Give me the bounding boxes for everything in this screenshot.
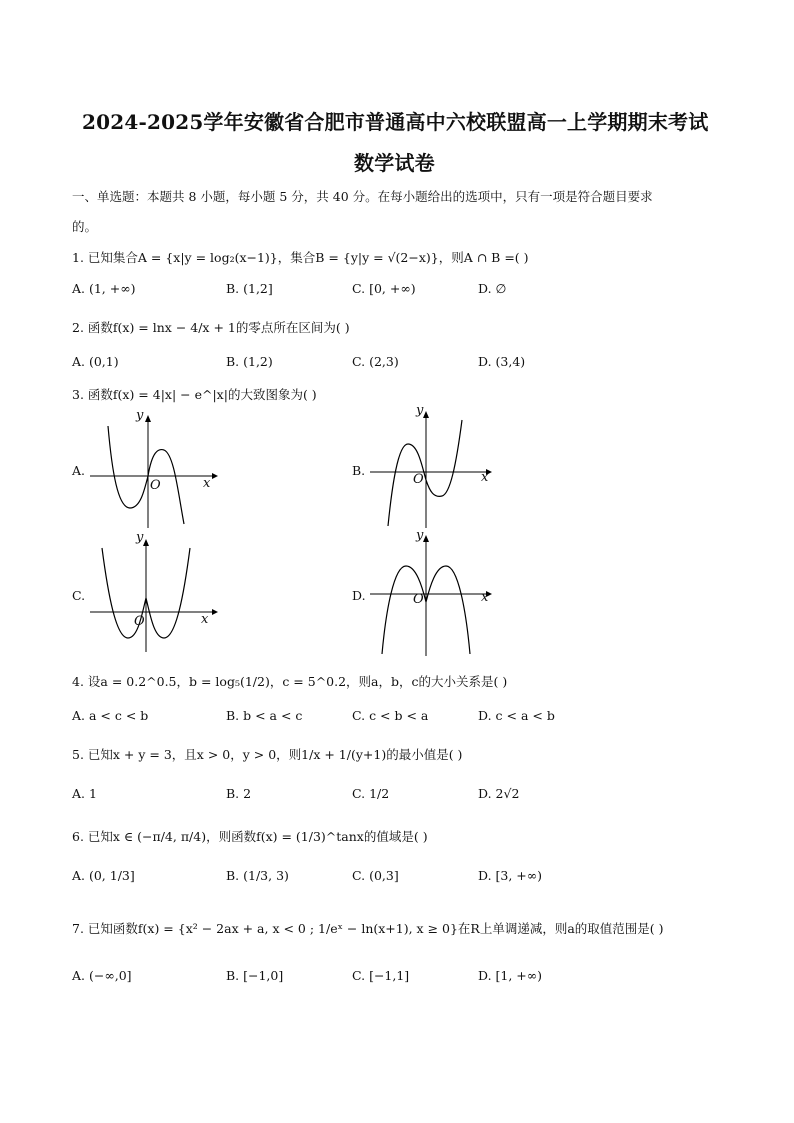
question-5-stem: 5. 已知x + y = 3，且x > 0，y > 0，则1/x + 1/(y+1)的最小值是( )	[72, 747, 463, 762]
q3-graph-a	[88, 412, 218, 534]
page-title: 2024-2025学年安徽省合肥市普通高中六校联盟高一上学期期末考试	[82, 110, 709, 134]
graph-d-x-label: x	[481, 590, 489, 605]
question-6-stem: 6. 已知x ∈ (−π/4, π/4)，则函数f(x) = (1/3)^tanx的值域是( )	[72, 829, 428, 844]
q3-graph-b	[368, 406, 493, 535]
q5-option-d: D. 2√2	[478, 786, 520, 801]
q6-option-c: C. (0,3]	[352, 868, 399, 883]
q4-option-b: B. b < a < c	[226, 708, 303, 723]
q2-option-d: D. (3,4)	[478, 354, 526, 369]
question-3-stem: 3. 函数f(x) = 4|x| − e^|x|的大致图象为( )	[72, 387, 317, 402]
q6-option-a: A. (0, 1/3]	[72, 868, 135, 883]
q7-option-a: A. (−∞,0]	[72, 968, 132, 983]
q1-option-a: A. (1, +∞)	[72, 281, 136, 296]
q5-option-b: B. 2	[226, 786, 252, 801]
graph-b-origin: O	[413, 472, 424, 487]
question-7-stem: 7. 已知函数f(x) = {x² − 2ax + a, x < 0 ; 1/eˣ − ln(x+1), x ≥ 0}在R上单调递减，则a的取值范围是( )	[72, 921, 664, 936]
graph-b-x-label: x	[481, 470, 489, 485]
q4-option-a: A. a < c < b	[72, 708, 149, 723]
q6-option-b: B. (1/3, 3)	[226, 868, 289, 883]
section-instructions: 一、单选题：本题共 8 小题，每小题 5 分，共 40 分。在每小题给出的选项中，只有一项是符合题目要求	[72, 189, 653, 204]
q3-graph-c	[88, 534, 218, 658]
q2-option-b: B. (1,2)	[226, 354, 273, 369]
graph-d-y-label: y	[416, 528, 424, 543]
q2-option-c: C. (2,3)	[352, 354, 399, 369]
q5-option-a: A. 1	[72, 786, 97, 801]
graph-a-y-label: y	[136, 408, 144, 423]
q1-option-d: D. ∅	[478, 281, 507, 296]
graph-a-x-label: x	[203, 476, 211, 491]
section-instructions-cont: 的。	[72, 219, 98, 234]
question-4-stem: 4. 设a = 0.2^0.5，b = log₅(1/2)，c = 5^0.2，则a，b，c的大小关系是( )	[72, 674, 508, 689]
q7-option-b: B. [−1,0]	[226, 968, 284, 983]
q4-option-d: D. c < a < b	[478, 708, 555, 723]
q4-option-c: C. c < b < a	[352, 708, 429, 723]
q7-option-c: C. [−1,1]	[352, 968, 410, 983]
q5-option-c: C. 1/2	[352, 786, 390, 801]
q1-option-b: B. (1,2]	[226, 281, 273, 296]
q3-graph-d	[368, 530, 493, 662]
graph-b-y-label: y	[416, 403, 424, 418]
q3-option-d: D.	[352, 588, 366, 603]
q3-option-a: A.	[72, 463, 86, 478]
q3-option-c: C.	[72, 588, 86, 603]
graph-c-y-label: y	[136, 530, 144, 545]
graph-d-origin: O	[413, 592, 424, 607]
q2-option-a: A. (0,1)	[72, 354, 119, 369]
q6-option-d: D. [3, +∞)	[478, 868, 543, 883]
graph-c-origin: O	[134, 614, 145, 629]
q1-option-c: C. [0, +∞)	[352, 281, 416, 296]
q7-option-d: D. [1, +∞)	[478, 968, 543, 983]
q3-option-b: B.	[352, 463, 366, 478]
graph-a-origin: O	[150, 478, 161, 493]
question-1-stem: 1. 已知集合A = {x|y = log₂(x−1)}，集合B = {y|y = √(2−x)}，则A ∩ B =( )	[72, 250, 529, 265]
question-2-stem: 2. 函数f(x) = lnx − 4/x + 1的零点所在区间为( )	[72, 320, 350, 335]
graph-c-x-label: x	[201, 612, 209, 627]
page-subtitle: 数学试卷	[354, 151, 435, 175]
